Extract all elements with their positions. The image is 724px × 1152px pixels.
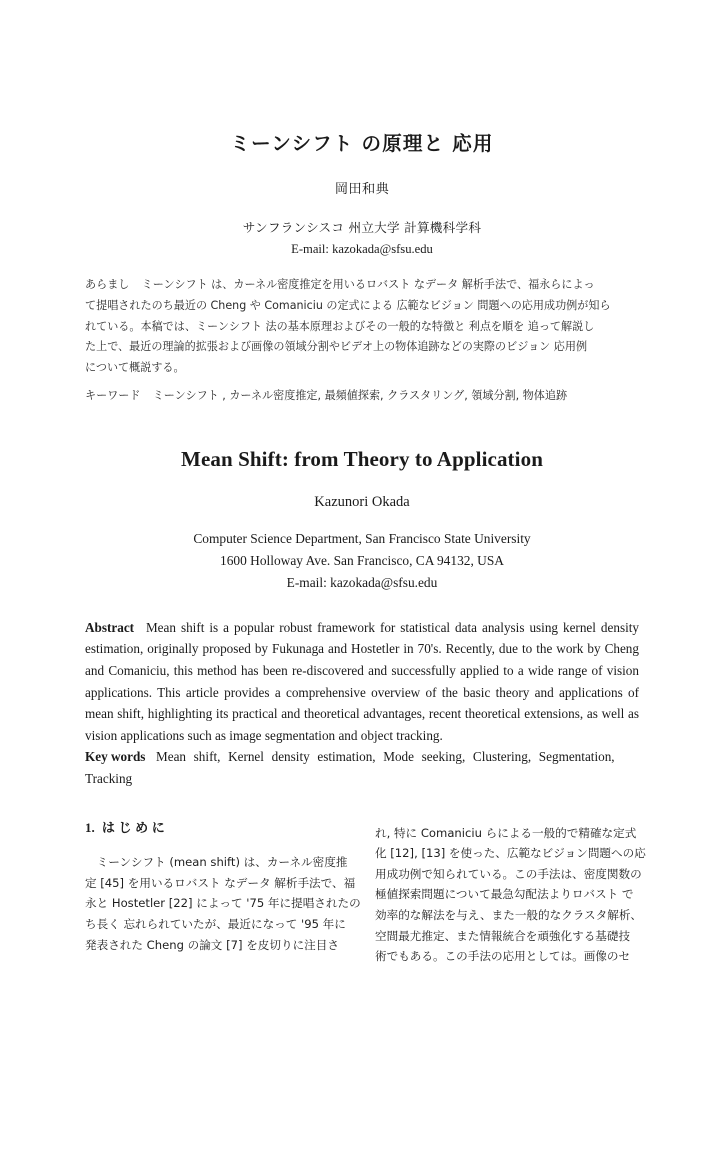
japanese-email: E-mail: kazokada@sfsu.edu xyxy=(291,242,433,256)
english-affiliation-line-2: 1600 Holloway Ave. San Francisco, CA 94132, USA xyxy=(220,552,504,568)
english-affiliation-block xyxy=(85,529,639,593)
paper-page xyxy=(0,128,724,1152)
body-right-line-5: 効率的な解法を与え、また一般的なクラスタ解析、 xyxy=(375,907,643,922)
english-author: Kazunori Okada xyxy=(314,493,410,510)
japanese-keywords xyxy=(85,386,639,407)
section-number: 1. xyxy=(85,819,95,835)
english-keywords xyxy=(85,746,639,789)
body-left-line-4: ち長く 忘れられていたが、最近になって '95 年に xyxy=(85,916,346,931)
japanese-abstract-line-3: れている。本稿では、ミーンシフト 法の基本原理およびその一般的な特徴と 利点を順を 追って解説し xyxy=(85,319,595,333)
japanese-abstract-line-5: について概説する。 xyxy=(85,361,185,375)
body-columns xyxy=(85,818,646,967)
body-right-line-6: 空間最尤推定、また情報統合を頑強化する基礎技 xyxy=(375,928,631,943)
body-left-line-3: 永と Hostetler [22] によって '75 年に提唱されたの xyxy=(85,896,361,911)
english-email: E-mail: kazokada@sfsu.edu xyxy=(286,574,438,590)
english-title: Mean Shift: from Theory to Application xyxy=(181,446,543,471)
body-left-line-1: ミーンシフト (mean shift) は、カーネル密度推 xyxy=(96,855,348,870)
japanese-author: 岡田和典 xyxy=(334,182,390,197)
body-column-right xyxy=(375,818,646,967)
section-title: はじめに xyxy=(101,820,169,836)
japanese-abstract-text-1: ミーンシフト は、カーネル密度推定を用いるロバスト なデータ 解析手法で、福永らによっ xyxy=(141,278,595,291)
japanese-affiliation: サンフランシスコ 州立大学 計算機科学科 xyxy=(242,220,482,235)
english-abstract-text: Mean shift is a popular robust framework for statistical data analysis using kernel density estimation, originally proposed by Fukunaga and Hostetler in 70's. Recently, due to the work by Cheng and Comaniciu, this method has been re-discovered and successfully applied to a wide range of vision applications. This article provides a comprehensive overview of the basic theory and applications of mean shift, highlighting its practical and theoretical advantages, recent theoretical extensions, as well as vision applications such as image segmentation and object tracking. xyxy=(85,619,639,743)
english-keywords-line-1 xyxy=(85,746,639,768)
body-column-left xyxy=(85,818,361,967)
japanese-abstract-line-4: た上で、最近の理論的拡張および画像の領域分割やビデオ上の物体追跡などの実際のビジョン 応用例 xyxy=(85,340,588,354)
english-keywords-label: Key words xyxy=(85,749,146,765)
body-right-line-7: 術でもある。この手法の応用としては。画像のセ xyxy=(375,949,631,964)
body-left-line-2: 定 [45] を用いるロバスト なデータ 解析手法で、福 xyxy=(85,875,356,890)
japanese-title: ミーンシフト の原理と 応用 xyxy=(230,132,494,155)
japanese-keywords-text: ミーンシフト , カーネル密度推定, 最頻値探索, クラスタリング, 領域分割, 物体追跡 xyxy=(152,388,568,402)
body-left-line-5: 発表された Cheng の論文 [7] を皮切りに注目さ xyxy=(85,937,339,952)
japanese-abstract-line-2: て提唱されたのち最近の Cheng や Comaniciu の定式による 広範なビジョン 問題への応用成功例が知ら xyxy=(85,298,611,312)
body-right-line-2: 化 [12], [13] を使った、広範なビジョン問題への応 xyxy=(375,846,646,861)
english-keywords-text-2: Tracking xyxy=(85,770,133,786)
english-affiliation-line-1: Computer Science Department, San Francisco State University xyxy=(193,530,531,546)
japanese-abstract-label: あらまし xyxy=(85,278,130,291)
japanese-abstract-line-1 xyxy=(85,275,639,296)
body-right-line-4: 極値探索問題について最急勾配法よりロバスト で xyxy=(375,887,634,902)
body-right-line-1: れ, 特に Comaniciu らによる一般的で精確な定式 xyxy=(375,825,637,840)
japanese-abstract xyxy=(85,275,639,379)
english-abstract-label: Abstract xyxy=(85,619,135,635)
english-keywords-text-1: Mean shift, Kernel density estimation, Mode seeking, Clustering, Segmentation, xyxy=(156,749,615,765)
section-heading xyxy=(85,818,349,840)
english-abstract xyxy=(85,617,639,747)
japanese-keywords-label: キーワード xyxy=(85,388,141,402)
body-right-line-3: 用成功例で知られている。この手法は、密度関数の xyxy=(375,866,642,881)
